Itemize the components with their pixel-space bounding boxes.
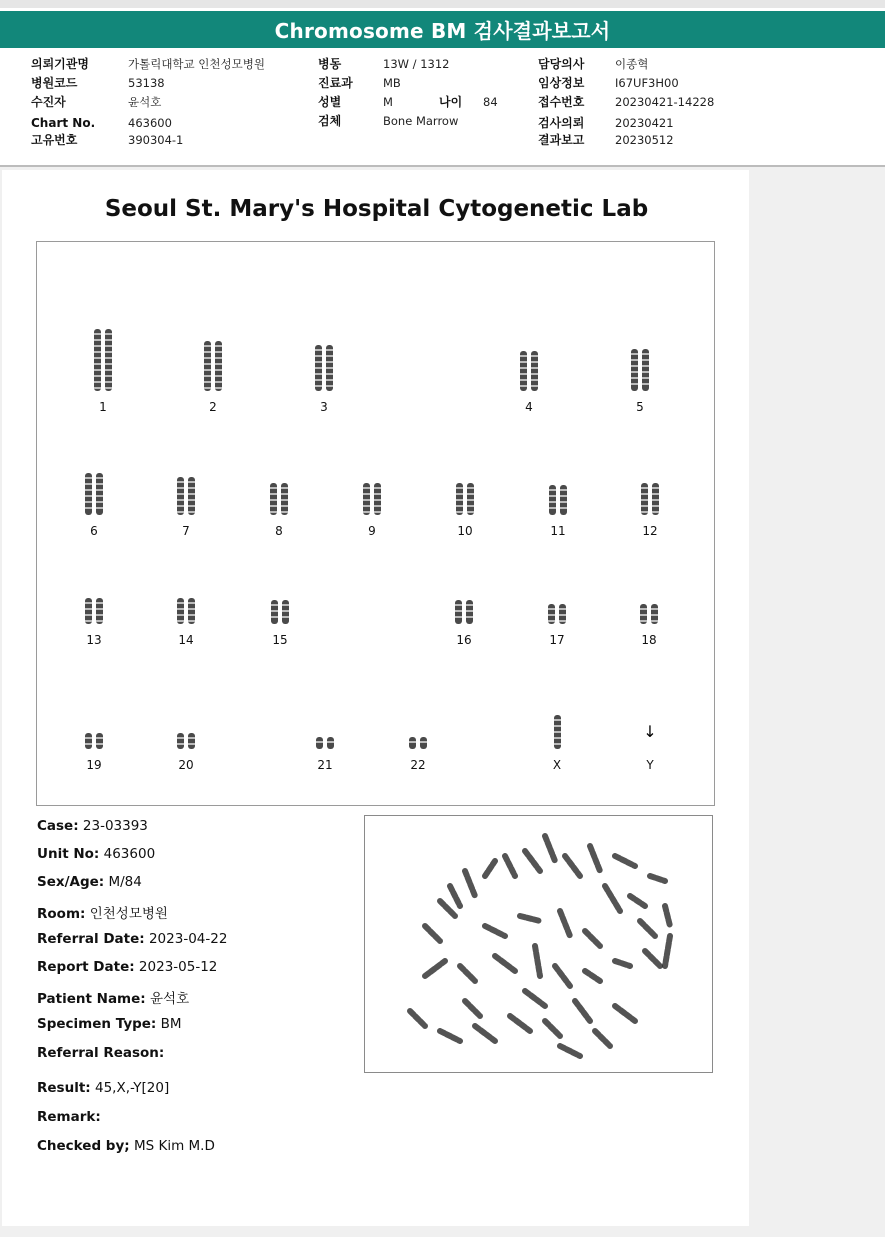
checked-label: Checked by; (37, 1138, 130, 1154)
result-value: 45,X,-Y[20] (94, 1080, 170, 1096)
chromosome-pair-9 (363, 483, 381, 515)
report-banner-title: Chromosome BM 검사결과보고서 (0, 11, 885, 48)
department-label: 진료과 (318, 76, 353, 90)
referral-date-value: 2023-04-22 (148, 931, 228, 947)
chromosome-pair-4 (520, 351, 538, 391)
sexage-row (37, 874, 142, 890)
top-strip (0, 0, 885, 8)
request-date-value: 20230421 (615, 116, 674, 130)
chromosome-pair-14 (177, 598, 195, 624)
chromosome-label-7: 7 (182, 524, 190, 538)
chromosome-pair-7 (177, 477, 195, 515)
result-row (37, 1080, 169, 1096)
patient-name-label: Patient Name: (37, 991, 146, 1007)
patient-name-row (37, 987, 189, 1007)
report-date-label: 결과보고 (538, 133, 585, 147)
age-value: 84 (483, 95, 498, 109)
sex-value: M (383, 95, 393, 109)
remark-row (37, 1109, 101, 1125)
missing-y-arrow-icon: ↓ (643, 722, 657, 741)
chromosome-label-6: 6 (90, 524, 98, 538)
chromosome-label-20: 20 (178, 758, 194, 772)
chromosome-pair-18 (640, 604, 658, 624)
specimen-row (37, 1016, 182, 1032)
doctor-label: 담당의사 (538, 57, 585, 71)
chromosome-pair-17 (548, 604, 566, 624)
chromosome-pair-1 (94, 329, 112, 391)
chromosome-pair-2 (204, 341, 222, 391)
referral-date-row (37, 931, 227, 947)
chromosome-label-18: 18 (641, 633, 657, 647)
chromosome-pair-20 (177, 733, 195, 749)
department-value: MB (383, 76, 401, 90)
chromosome-pair-13 (85, 598, 103, 624)
chromosome-label-15: 15 (272, 633, 288, 647)
chromosome-label-8: 8 (275, 524, 283, 538)
unit-row (37, 846, 155, 862)
specimen-value: Bone Marrow (383, 114, 459, 128)
unique-no-value: 390304-1 (128, 133, 184, 147)
report-date-value-2: 2023-05-12 (138, 959, 218, 975)
chromosome-label-9: 9 (368, 524, 376, 538)
referral-date-label: Referral Date: (37, 931, 145, 947)
unit-value: 463600 (103, 846, 156, 862)
unit-label: Unit No: (37, 846, 100, 862)
room-row (37, 902, 168, 922)
clinical-info-value: I67UF3H00 (615, 76, 679, 90)
sexage-value: M/84 (108, 874, 142, 890)
case-label: Case: (37, 818, 79, 834)
chromosome-pair-21 (316, 737, 334, 749)
chromosome-label-13: 13 (86, 633, 102, 647)
chromosome-pair-3 (315, 345, 333, 391)
chromosome-label-22: 22 (410, 758, 426, 772)
chromosome-label-11: 11 (550, 524, 566, 538)
chromosome-label-16: 16 (456, 633, 472, 647)
specimen-type-label: Specimen Type: (37, 1016, 157, 1032)
referral-reason-label: Referral Reason: (37, 1045, 165, 1061)
chromosome-label-2: 2 (209, 400, 217, 414)
chromosome-label-14: 14 (178, 633, 194, 647)
chromosome-label-x: X (552, 758, 562, 772)
hospital-code-value: 53138 (128, 76, 165, 90)
chromosome-label-17: 17 (549, 633, 565, 647)
chromosome-label-19: 19 (86, 758, 102, 772)
doctor-value: 이종혁 (615, 57, 649, 71)
karyogram-image (37, 242, 714, 805)
room-value: 인천성모병원 (89, 906, 168, 922)
chromosome-pair-6 (85, 473, 103, 515)
lab-title: Seoul St. Mary's Hospital Cytogenetic Lab (104, 196, 649, 222)
metaphase-image (365, 816, 712, 1072)
institution-label: 의뢰기관명 (31, 57, 89, 71)
chromosome-label-21: 21 (317, 758, 333, 772)
karyogram-panel (36, 241, 715, 806)
patient-label: 수진자 (31, 95, 66, 109)
remark-label: Remark: (37, 1109, 101, 1125)
chromosome-label-4: 4 (525, 400, 533, 414)
chromosome-pair-22 (409, 737, 427, 749)
specimen-label: 검체 (318, 114, 342, 128)
chromosome-label-1: 1 (99, 400, 107, 414)
chromosome-label-5: 5 (636, 400, 644, 414)
ward-label: 병동 (318, 57, 342, 71)
chart-no-value: 463600 (128, 116, 172, 130)
sexage-label: Sex/Age: (37, 874, 105, 890)
patient-name-value: 윤석호 (149, 991, 190, 1007)
checked-value: MS Kim M.D (133, 1138, 215, 1154)
chromosome-pair-5 (631, 349, 649, 391)
checked-row (37, 1138, 215, 1154)
metaphase-image-panel (364, 815, 713, 1073)
chromosome-pair-11 (549, 485, 567, 515)
chromosome-label-3: 3 (320, 400, 328, 414)
chromosome-pair-8 (270, 483, 288, 515)
case-value: 23-03393 (82, 818, 148, 834)
chromosome-label-12: 12 (642, 524, 658, 538)
chart-no-label: Chart No. (31, 116, 96, 130)
accession-value: 20230421-14228 (615, 95, 715, 109)
hospital-code-label: 병원코드 (31, 76, 78, 90)
unique-no-label: 고유번호 (31, 133, 78, 147)
room-label: Room: (37, 906, 86, 922)
chromosome-pair-19 (85, 733, 103, 749)
clinical-info-label: 임상정보 (538, 76, 585, 90)
result-label: Result: (37, 1080, 91, 1096)
report-date-row (37, 959, 217, 975)
age-label: 나이 (439, 95, 463, 109)
report-date-value: 20230512 (615, 133, 674, 147)
ward-value: 13W / 1312 (383, 57, 450, 71)
chromosome-pair-15 (271, 600, 289, 624)
institution-value: 가톨릭대학교 인천성모병원 (128, 57, 265, 71)
specimen-type-value: BM (160, 1016, 182, 1032)
accession-label: 접수번호 (538, 95, 585, 109)
metaphase-chromosomes (410, 836, 670, 1056)
chromosome-label-10: 10 (457, 524, 473, 538)
report-date-label-2: Report Date: (37, 959, 135, 975)
chromosome-pair-x (554, 715, 561, 749)
sex-label: 성별 (318, 95, 342, 109)
request-date-label: 검사의뢰 (538, 116, 585, 130)
patient-value: 윤석호 (128, 95, 162, 109)
reason-row (37, 1045, 164, 1061)
chromosome-pair-12 (641, 483, 659, 515)
chromosome-pair-16 (455, 600, 473, 624)
chromosome-label-y: Y (646, 758, 654, 772)
case-row (37, 818, 148, 834)
chromosome-pair-10 (456, 483, 474, 515)
